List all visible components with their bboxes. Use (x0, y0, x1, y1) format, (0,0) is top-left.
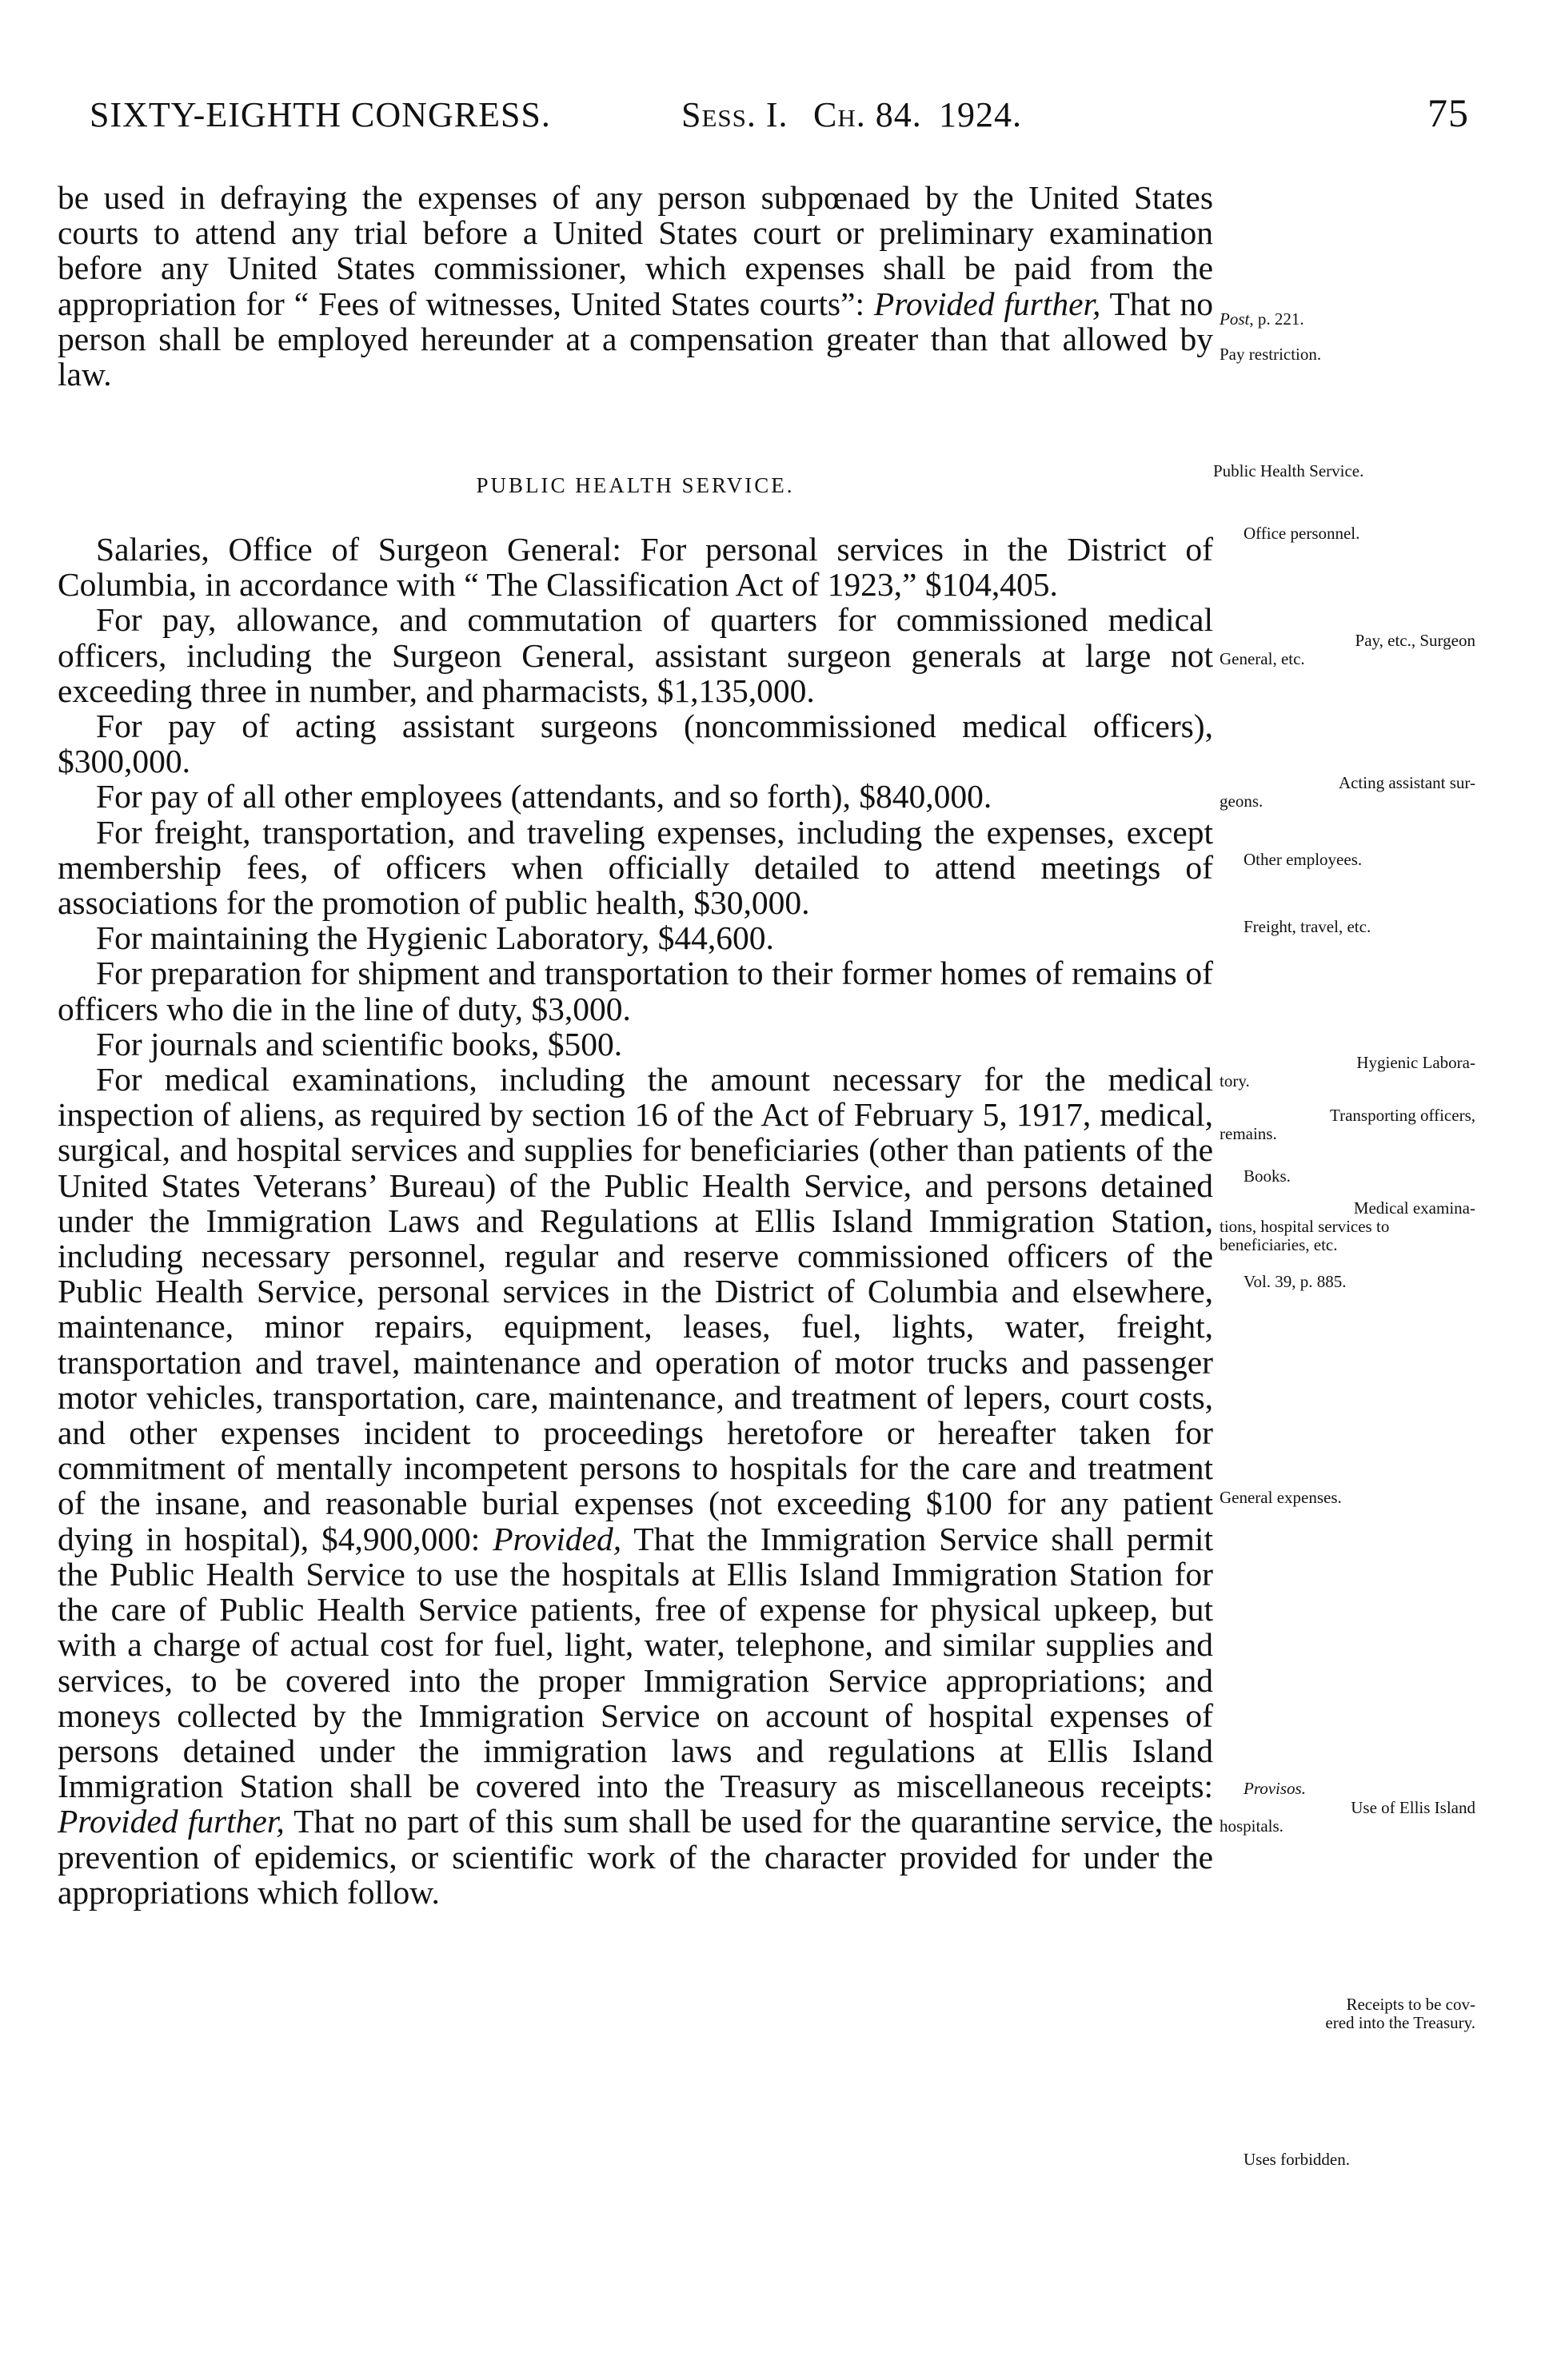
note-office-personnel: Office personnel. (1244, 524, 1360, 543)
note-books: Books. (1244, 1166, 1291, 1186)
note-other-employees: Other employees. (1244, 850, 1363, 869)
paragraph-other-employees: For pay of all other employees (attendants, and so forth), $840,000. (96, 778, 992, 815)
medical-proviso-2: Provided further, (58, 1803, 285, 1840)
paragraph-pay: For pay, allowance, and commutation of quarters for commissioned medical officers, including the Surgeon General, assistant surgeon generals at large not exceeding three in number, and pharmacists, $1,135,000. (58, 601, 1213, 709)
margin-notes (1213, 0, 1475, 2380)
year-label: 1924. (939, 95, 1022, 134)
section-heading: PUBLIC HEALTH SERVICE. (476, 473, 795, 497)
note-pay-surgeon-general (1220, 632, 1475, 668)
opening-text-end: That no person shall be employed hereunder at a compensation greater than that allowed by law. (58, 285, 1213, 393)
public-health-text-block (58, 532, 1213, 1910)
note-provisos-text: Provisos. (1244, 1779, 1306, 1798)
paragraph-freight: For freight, transportation, and traveling expenses, including the expenses, except membership fees, of officers when officially detailed to attend meetings of associations for the promotion of public health, $30,000. (58, 813, 1213, 922)
note-transport-line-2: remains. (1220, 1124, 1277, 1143)
note-medical-examinations (1220, 1199, 1475, 1254)
note-post-page: p. 221. (1253, 309, 1304, 329)
note-medical-line-3: to beneficiaries, etc. (1220, 1217, 1390, 1254)
medical-proviso-1: Provided, (493, 1520, 622, 1557)
medical-text-c: That no part of this sum shall be used for the quarantine service, the prevention of epidemics, or scientific work of the character provided for under the appropriations which follow. (58, 1803, 1213, 1911)
note-medical-line-1: Medical examina- (1353, 1198, 1475, 1218)
note-volume: Vol. 39, p. 885. (1244, 1272, 1347, 1291)
note-receipts-line-2: ered into the Treasury. (1325, 2013, 1475, 2032)
note-transporting-officers (1220, 1106, 1475, 1143)
note-ellis-line-1: Use of Ellis Island (1351, 1798, 1475, 1817)
note-hygienic-line-1: Hygienic Labora- (1356, 1053, 1475, 1072)
note-ellis-island-hospitals (1220, 1799, 1475, 1836)
paragraph-remains: For preparation for shipment and transportation to their former homes of remains of officers who die in the line of duty, $3,000. (58, 955, 1213, 1027)
paragraph-medical-examinations (58, 1062, 1213, 1910)
paragraph-journals: For journals and scientific books, $500. (96, 1025, 623, 1062)
opening-text-block (58, 180, 1213, 392)
opening-proviso: Provided further, (873, 285, 1101, 322)
note-pay-line-2: General, etc. (1220, 649, 1305, 668)
note-freight: Freight, travel, etc. (1244, 917, 1371, 936)
opening-text: be used in defraying the expenses of any person subpœnaed by the United States courts to attend any trial before a United States court or preliminary examination before any United States commissioner, which expenses shall be paid from the appropriation for “ Fees of witnesses, United States courts”: (58, 179, 1213, 322)
medical-text-b: That the Immigration Service shall permit the Public Health Service to use the hospitals at Ellis Island Immigration Station for the care of Public Health Service patients, free of expense for physical upkeep, but with a charge of actual cost for fuel, light, water, telephone, and similar supplies and services, to be covered into the proper Immigration Service appropriations; and moneys collected by the Immigration Service on account of hospital expenses of persons detained under the immigration laws and regulations at Ellis Island Immigration Station shall be covered into the Treasury as miscellaneous receipts: (58, 1520, 1213, 1805)
note-acting-line-1: Acting assistant sur- (1338, 773, 1475, 792)
congress-title: SIXTY-EIGHTH CONGRESS. (90, 95, 551, 134)
note-acting-line-2: geons. (1220, 791, 1264, 811)
note-ellis-line-2: hospitals. (1220, 1816, 1284, 1836)
note-hygienic-line-2: tory. (1220, 1071, 1250, 1090)
note-post-prefix: Post, (1220, 309, 1254, 329)
opening-paragraph (58, 180, 1213, 392)
paragraph-hygienic-laboratory: For maintaining the Hygienic Laboratory, $44,600. (96, 919, 774, 957)
note-hygienic-laboratory (1220, 1054, 1475, 1090)
note-pay-restriction: Pay restriction. (1220, 345, 1322, 364)
session-label: Sess. I. (681, 95, 788, 134)
medical-text-a: For medical examinations, including the amount necessary for the medical inspection of aliens, as required by section 16 of the Act of February 5, 1917, medical, surgical, and hospital services and supplies for beneficiaries (other than patients of the United States Veterans’ Bureau) of the Public Health Service, and persons detained under the Immigration Laws and Regulations at Ellis Island Immigration Station, including necessary personnel, regular and reserve commissioned officers of the Public Health Service, personal services in the District of Columbia and elsewhere, maintenance, minor repairs, equipment, leases, fuel, lights, water, freight, transportation and travel, maintenance and operation of motor trucks and passenger motor vehicles, transportation, care, maintenance, and treatment of lepers, court costs, and other expenses incident to proceedings heretofore or hereafter taken for commitment of mentally incompetent persons to hospitals for the care and treatment of the insane, and reasonable burial expenses (not exceeding $100 for any patient dying in hospital), $4,900,000: (58, 1061, 1213, 1557)
page-number: 75 (1427, 90, 1469, 135)
note-receipts-line-1: Receipts to be cov- (1346, 1995, 1475, 2014)
note-general-expenses: General expenses. (1220, 1488, 1342, 1507)
note-transport-line-1: Transporting officers, (1330, 1106, 1475, 1125)
note-pay-line-1: Pay, etc., Surgeon (1355, 631, 1475, 650)
note-provisos (1244, 1780, 1499, 1798)
note-public-health-service: Public Health Service. (1213, 461, 1364, 480)
paragraph-acting-surgeons: For pay of acting assistant surgeons (noncommissioned medical officers), $300,000. (58, 708, 1213, 780)
note-acting-surgeons (1220, 774, 1475, 811)
chapter-label: Ch. 84. (813, 95, 922, 134)
note-receipts-treasury (1220, 1995, 1475, 2032)
note-post (1220, 310, 1475, 329)
note-medical-line-2: tions, hospital services (1220, 1217, 1372, 1236)
paragraph-salaries: Salaries, Office of Surgeon General: For personal services in the District of Columbia, in accordance with “ The Classification Act of 1923,” $104,405. (58, 531, 1213, 604)
note-uses-forbidden: Uses forbidden. (1244, 2150, 1350, 2169)
